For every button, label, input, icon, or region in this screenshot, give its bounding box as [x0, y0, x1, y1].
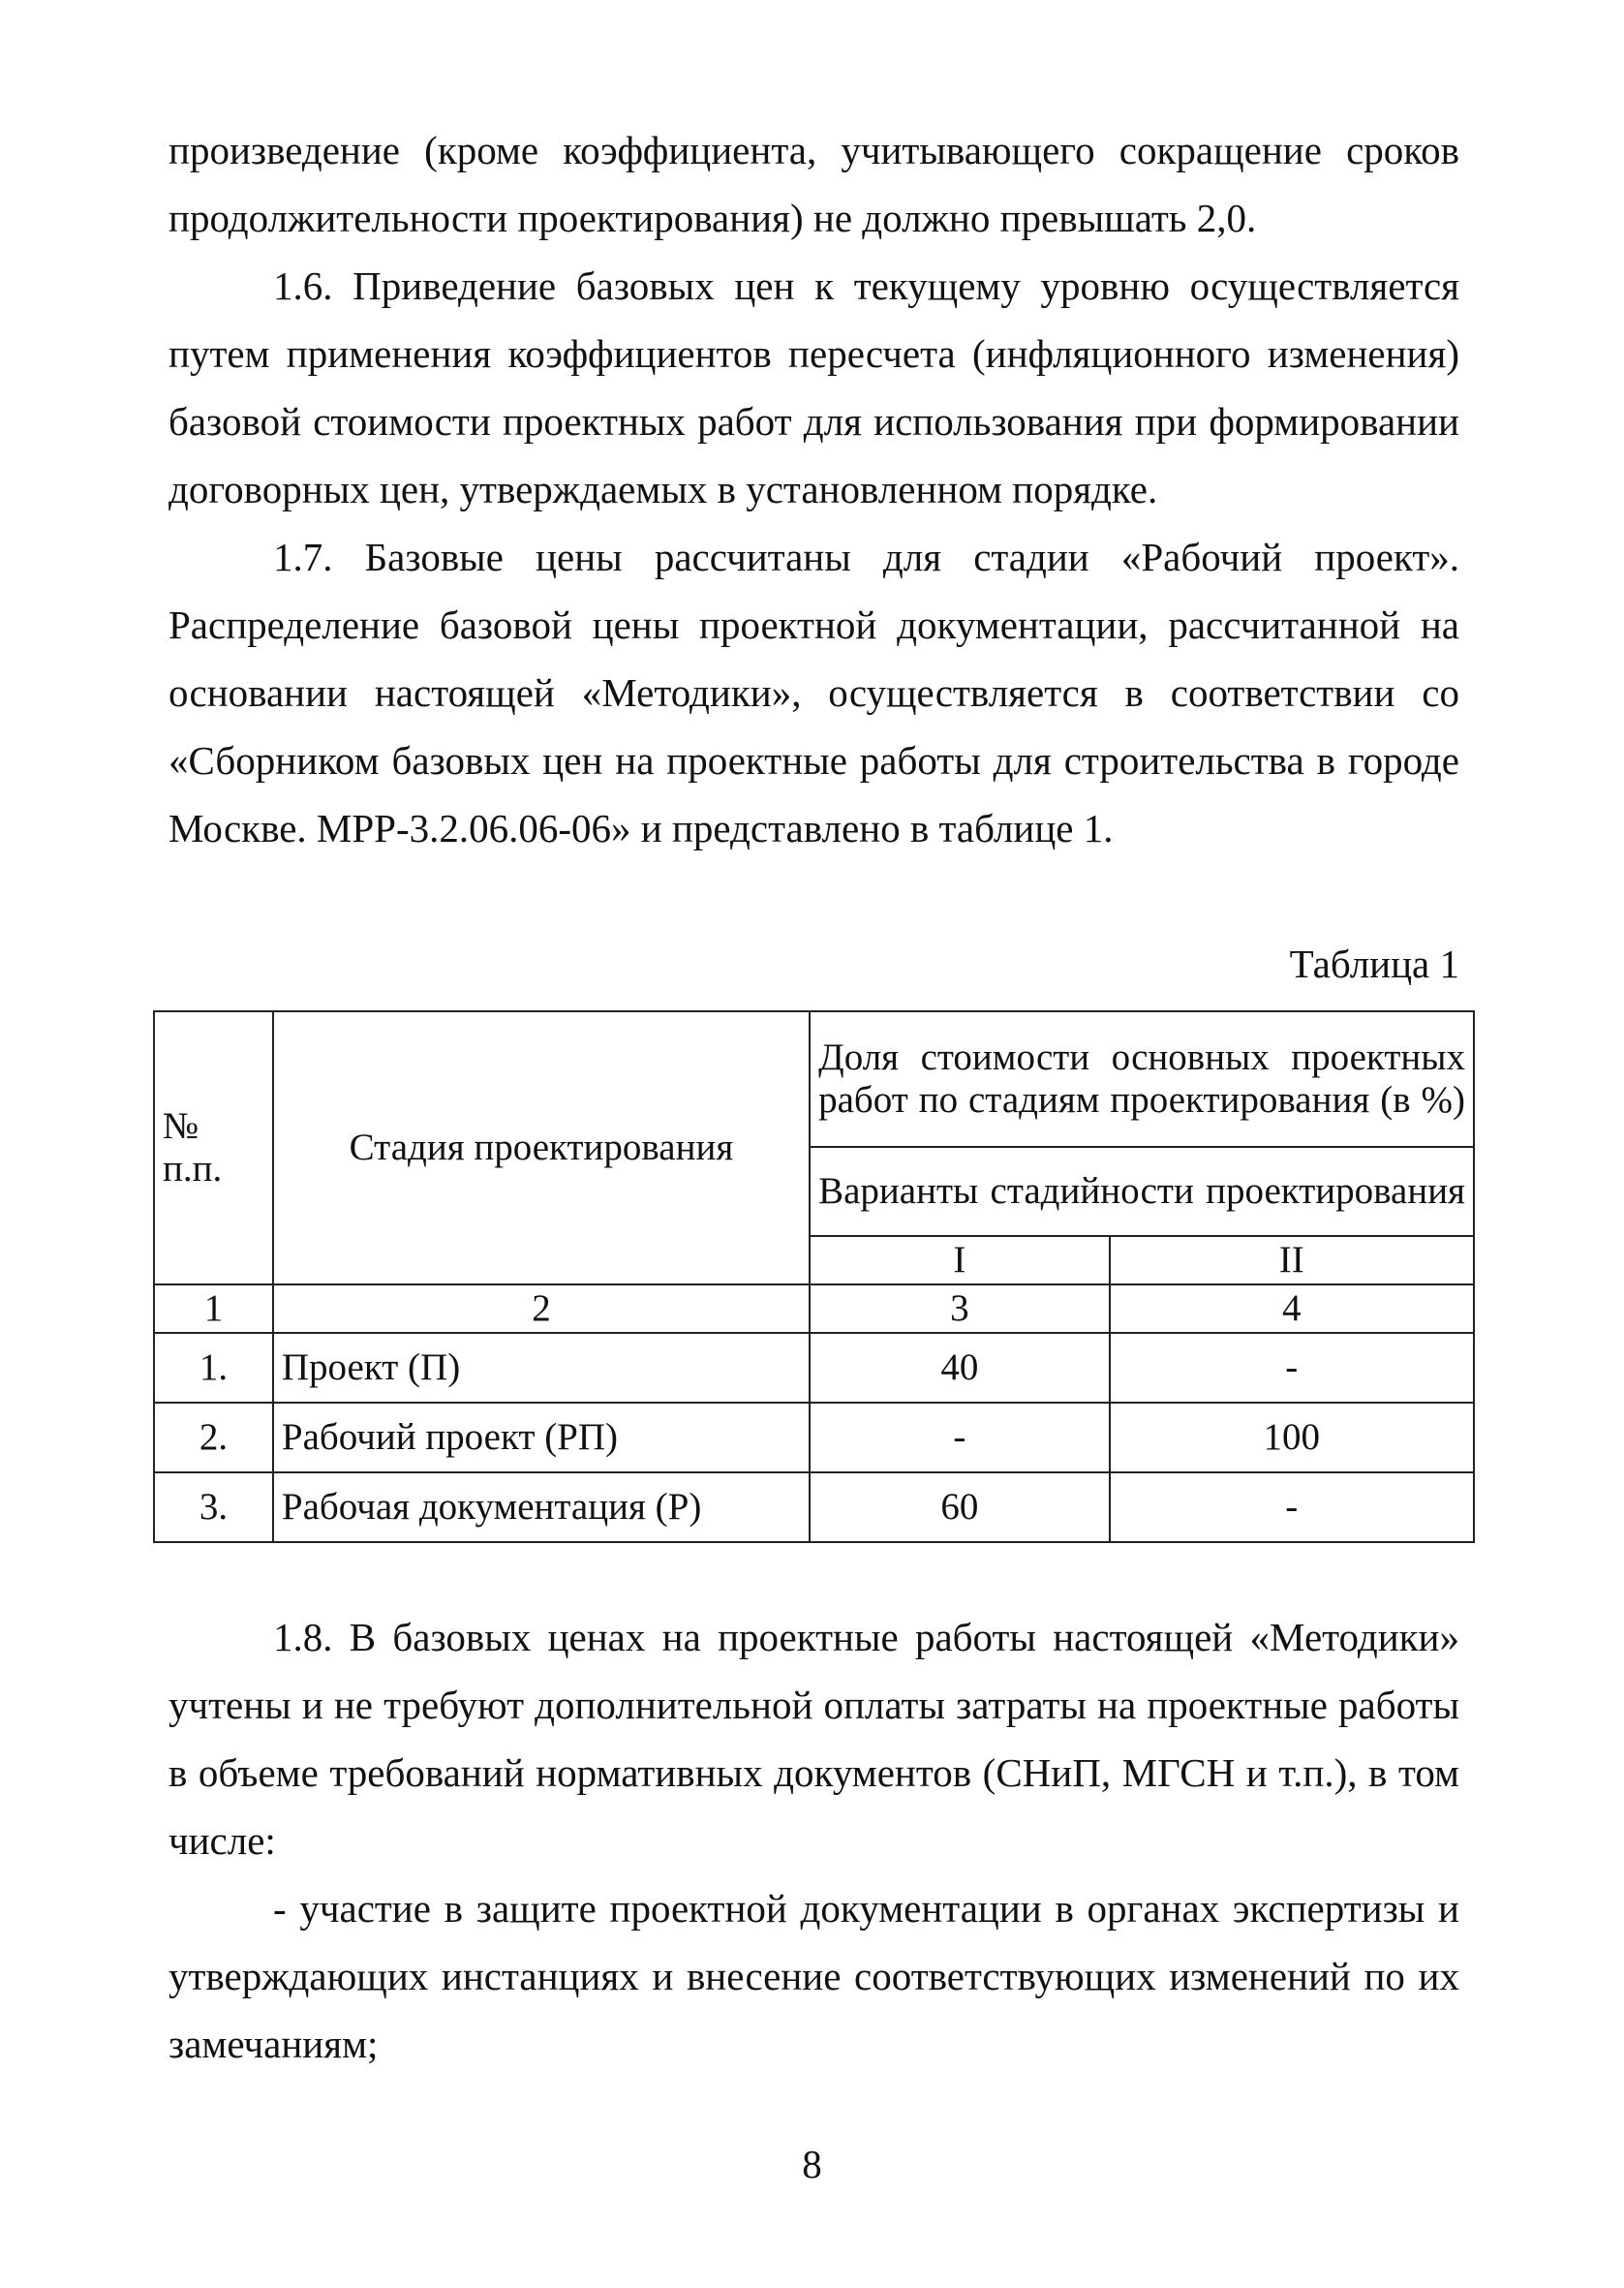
row-number: 1. — [154, 1333, 273, 1403]
paragraph-1-6: 1.6. Приведение базовых цен к текущему уровню осуществляется путем применения коэффициентов пересчета (инфляционного изменения) базовой стоимости проектных работ для использования при формировании договорных цен, утверждаемых в установленном порядке. — [169, 263, 1459, 511]
row-variant-1-value: 40 — [810, 1333, 1109, 1403]
row-variant-1-value: - — [810, 1403, 1109, 1472]
stage-distribution-table — [153, 1010, 1475, 1543]
header-variant-1: I — [810, 1236, 1109, 1284]
row-stage: Проект (П) — [273, 1333, 810, 1403]
row-variant-2-value: - — [1110, 1333, 1474, 1403]
header-variant-2: II — [1110, 1236, 1474, 1284]
header-stage: Стадия проектирования — [273, 1011, 810, 1284]
row-number: 2. — [154, 1403, 273, 1472]
row-variant-1-value: 60 — [810, 1472, 1109, 1542]
column-numbering-row — [154, 1284, 1474, 1333]
column-number-cell: 2 — [273, 1284, 810, 1333]
row-number: 3. — [154, 1472, 273, 1542]
header-number: № п.п. — [154, 1011, 273, 1284]
header-variants: Варианты стадийности проектирования — [810, 1147, 1474, 1236]
column-number-cell: 1 — [154, 1284, 273, 1333]
table-row — [154, 1333, 1474, 1403]
bottom-text-block — [169, 1603, 1459, 2078]
paragraph-continuation: произведение (кроме коэффициента, учитывающего сокращение сроков продолжительности проектирования) не должно превышать 2,0. — [169, 128, 1459, 240]
row-stage: Рабочий проект (РП) — [273, 1403, 810, 1472]
page-number: 8 — [802, 2142, 822, 2186]
paragraph-1-8: 1.8. В базовых ценах на проектные работы настоящей «Методики» учтены и не требуют дополнительной оплаты затраты на проектные работы в объеме требований нормативных документов (СНиП, МГСН и т.п.), в том числе: — [169, 1615, 1459, 1863]
table-row — [154, 1403, 1474, 1472]
top-text-block — [169, 116, 1459, 862]
row-variant-2-value: - — [1110, 1472, 1474, 1542]
table-caption: Таблица 1 — [1289, 942, 1459, 986]
paragraph-list-item: - участие в защите проектной документации в органах экспертизы и утверждающих инстанциях и внесение соответствующих изменений по их замечаниям; — [169, 1886, 1459, 2066]
row-variant-2-value: 100 — [1110, 1403, 1474, 1472]
table-row — [154, 1472, 1474, 1542]
column-number-cell: 3 — [810, 1284, 1109, 1333]
header-cost-share: Доля стоимости основных проектных работ по стадиям проектирования (в %) — [810, 1011, 1474, 1147]
row-stage: Рабочая документация (Р) — [273, 1472, 810, 1542]
paragraph-1-7: 1.7. Базовые цены рассчитаны для стадии «Рабочий проект». Распределение базовой цены проектной документации, рассчитанной на основании настоящей «Методики», осуществляется в соответствии со «Сборником базовых цен на проектные работы для строительства в городе Москве. МРР-3.2.06.06-06» и представлено в таблице 1. — [169, 535, 1459, 850]
column-number-cell: 4 — [1110, 1284, 1474, 1333]
